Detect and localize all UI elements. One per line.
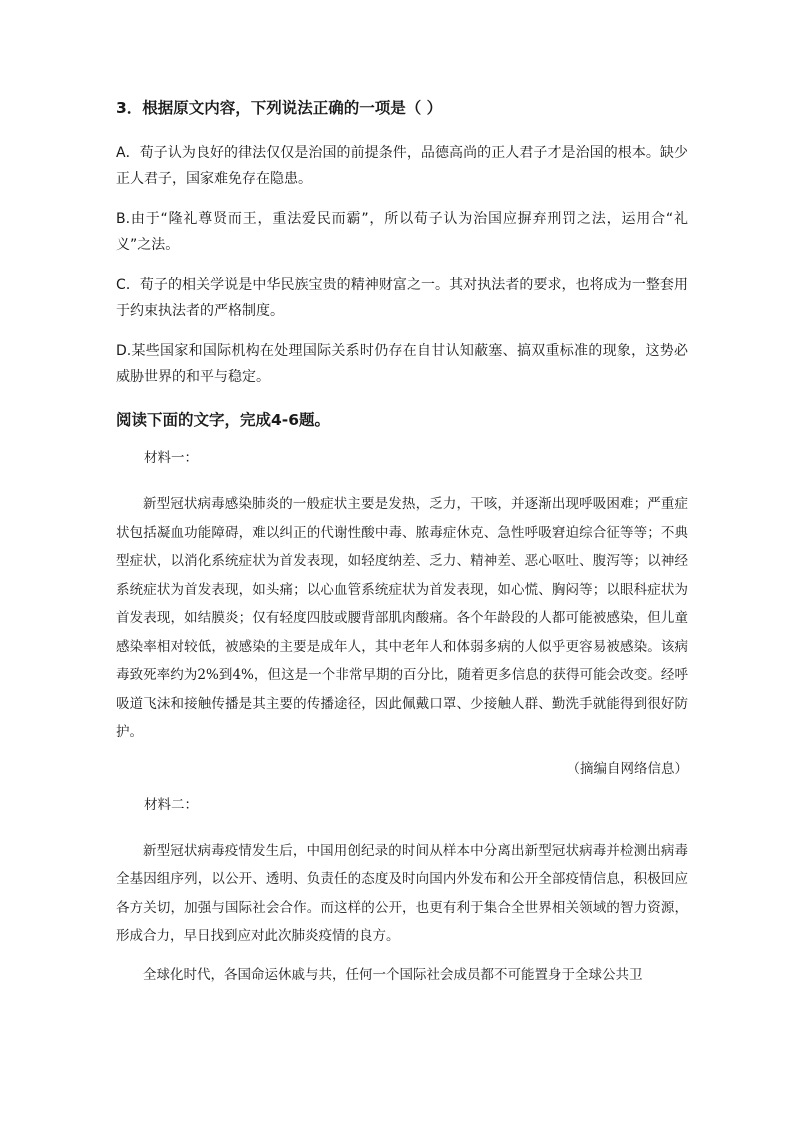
material-2-paragraph-2: 全球化时代，各国命运休戚与共，任何一个国际社会成员都不可能置身于全球公共卫 [143,966,643,983]
reading-heading: 阅读下面的文字，完成4-6题。 [116,411,331,429]
material-2-title: 材料二： [144,796,198,813]
option-b: B.由于“隆礼尊贤而王，重法爱民而霸”，所以荀子认为治国应摒弃刑罚之法，运用合“礼义”之法。 [116,211,688,253]
option-c: C．荀子的相关学说是中华民族宝贵的精神财富之一。其对执法者的要求，也将成为一整套用于约束执法者的严格制度。 [116,277,688,319]
material-1-source: （摘编自网络信息） [566,760,688,777]
document-page [116,96,688,989]
material-1-title: 材料一： [144,450,198,466]
material-1-text: 新型冠状病毒感染肺炎的一般症状主要是发热，乏力，干咳，并逐渐出现呼吸困难；严重症状包括凝血功能障碍，难以纠正的代谢性酸中毒、脓毒症休克、急性呼吸窘迫综合征等等；不典型症状，以消化系统症状为首发表现，如轻度纳差、乏力、精神差、恶心呕吐、腹泻等；以神经系统症状为首发表现，如头痛；以心血管系统症状为首发表现，如心慌、胸闷等；以眼科症状为首发表现，如结膜炎；仅有轻度四肢或腰背部肌肉酸痛。各个年龄段的人都可能被感染，但儿童感染率相对较低，被感染的主要是成年人，其中老年人和体弱多病的人似乎更容易被感染。该病毒致死率约为2%到4%，但这是一个非常早期的百分比，随着更多信息的获得可能会改变。经呼吸道飞沫和接触传播是其主要的传播途径，因此佩戴口罩、少接触人群、勤洗手就能得到很好防护。 [116,496,688,740]
material-2-paragraph-1: 新型冠状病毒疫情发生后，中国用创纪录的时间从样本中分离出新型冠状病毒并检测出病毒全基因组序列，以公开、透明、负责任的态度及时向国内外发布和公开全部疫情信息，积极回应各方关切，加强与国际社会合作。而这样的公开，也更有利于集合全世界相关领域的智力资源，形成合力，早日找到应对此次肺炎疫情的良方。 [116,842,688,944]
option-a: A．荀子认为良好的律法仅仅是治国的前提条件，品德高尚的正人君子才是治国的根本。缺少正人君子，国家难免存在隐患。 [116,145,688,187]
option-d: D.某些国家和国际机构在处理国际关系时仍存在自甘认知蔽塞、搞双重标准的现象，这势必威胁世界的和平与稳定。 [116,343,688,385]
question-3-title: 3．根据原文内容，下列说法正确的一项是（ ） [116,99,443,117]
